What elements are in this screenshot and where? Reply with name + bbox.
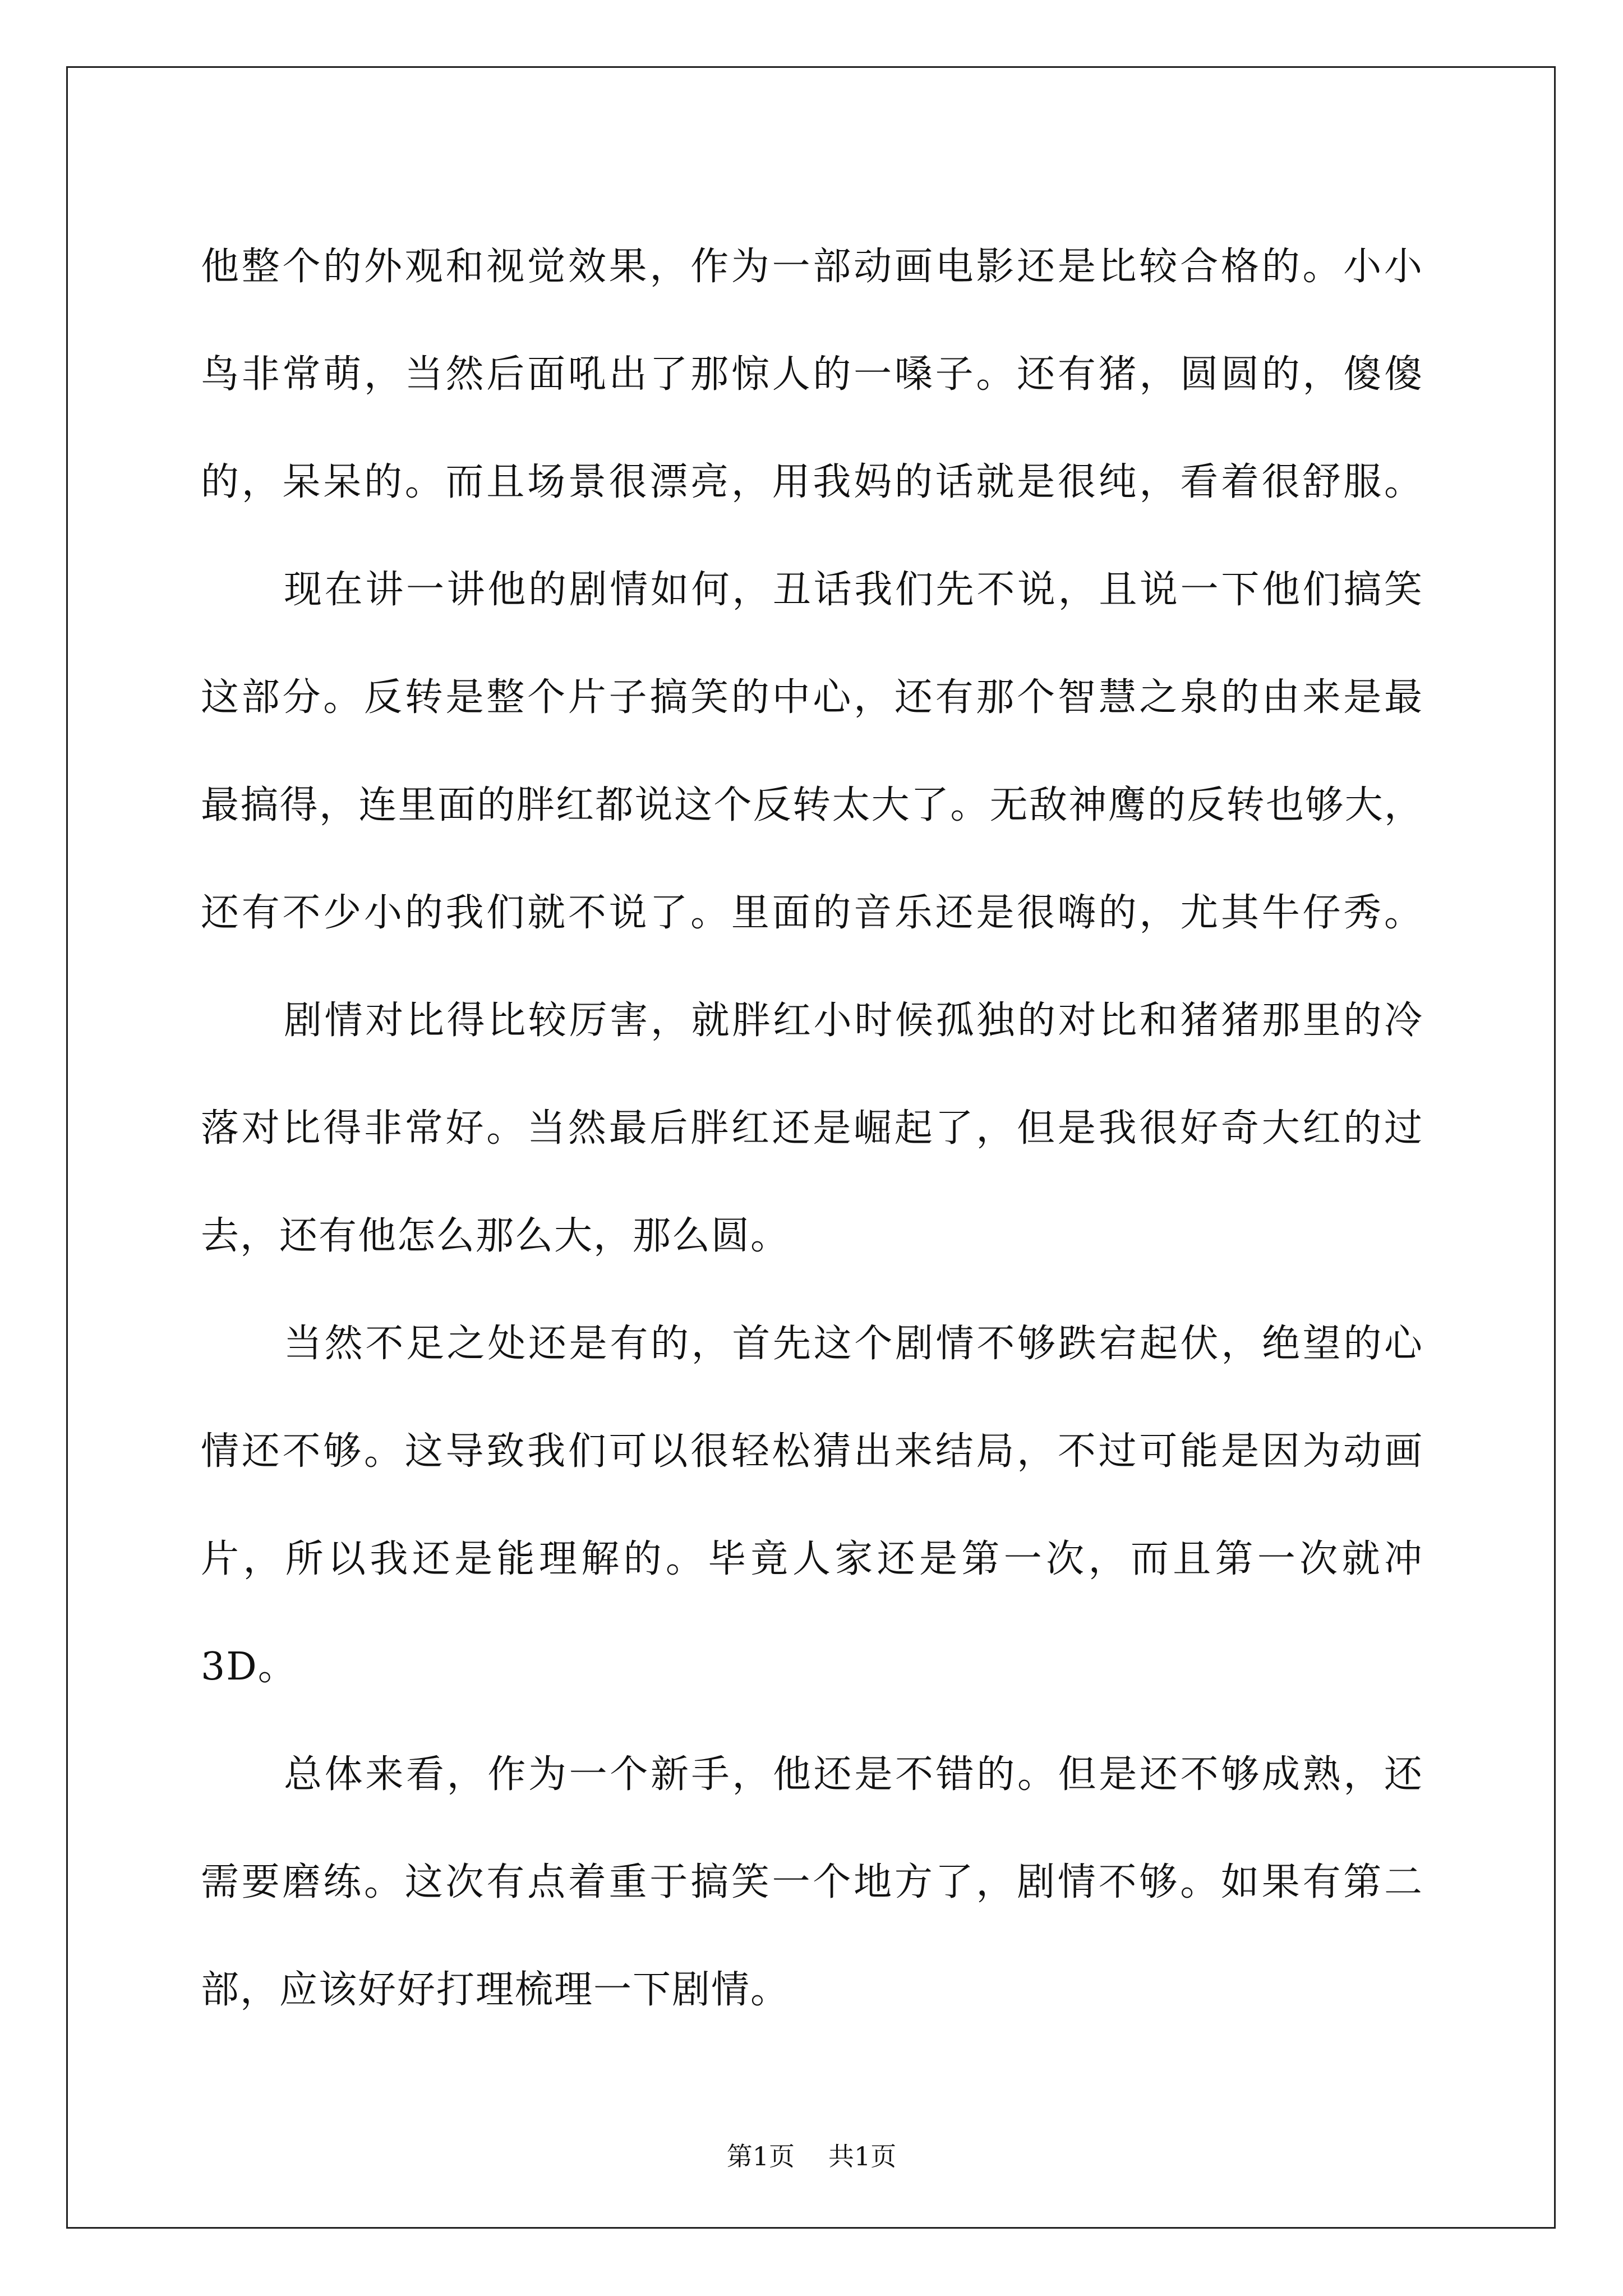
text-line: 去，还有他怎么那么大，那么圆。: [201, 1214, 790, 1258]
text-line: 剧情对比得比较厉害，就胖红小时候孤独的对比和猪猪那里的冷: [284, 999, 1423, 1043]
text-line: 片，所以我还是能理解的。毕竟人家还是第一次，而且第一次就冲: [201, 1537, 1423, 1581]
text-line: 最搞得，连里面的胖红都说这个反转太大了。无敌神鹰的反转也够大，: [201, 783, 1423, 827]
text-line: 情还不够。这导致我们可以很轻松猜出来结局，不过可能是因为动画: [201, 1429, 1423, 1474]
text-line: 当然不足之处还是有的，首先这个剧情不够跌宕起伏，绝望的心: [284, 1322, 1423, 1366]
paragraph: [201, 967, 1423, 1290]
document-body: [201, 213, 1423, 2044]
text-line: 这部分。反转是整个片子搞笑的中心，还有那个智慧之泉的由来是最: [201, 675, 1423, 720]
text-line: 鸟非常萌，当然后面吼出了那惊人的一嗓子。还有猪，圆圆的，傻傻: [201, 352, 1423, 397]
page-total: 共1页: [828, 2141, 897, 2171]
text-line: 需要磨练。这次有点着重于搞笑一个地方了，剧情不够。如果有第二: [201, 1860, 1423, 1904]
paragraph: [201, 1721, 1423, 2044]
page-footer: [0, 2136, 1623, 2173]
page-number: 第1页: [726, 2141, 795, 2171]
text-line: 总体来看，作为一个新手，他还是不错的。但是还不够成熟，还: [284, 1752, 1423, 1797]
paragraph: [201, 213, 1423, 536]
text-line: 还有不少小的我们就不说了。里面的音乐还是很嗨的，尤其牛仔秀。: [201, 891, 1423, 935]
text-line: 落对比得非常好。当然最后胖红还是崛起了，但是我很好奇大红的过: [201, 1106, 1423, 1151]
text-line: 3D。: [201, 1645, 297, 1689]
text-line: 他整个的外观和视觉效果，作为一部动画电影还是比较合格的。小小: [201, 245, 1423, 289]
text-line: 现在讲一讲他的剧情如何，丑话我们先不说，且说一下他们搞笑: [284, 568, 1423, 612]
paragraph: [201, 1290, 1423, 1721]
text-line: 的，呆呆的。而且场景很漂亮，用我妈的话就是很纯，看着很舒服。: [201, 460, 1423, 504]
text-line: 部，应该好好打理梳理一下剧情。: [201, 1968, 790, 2012]
paragraph: [201, 536, 1423, 967]
